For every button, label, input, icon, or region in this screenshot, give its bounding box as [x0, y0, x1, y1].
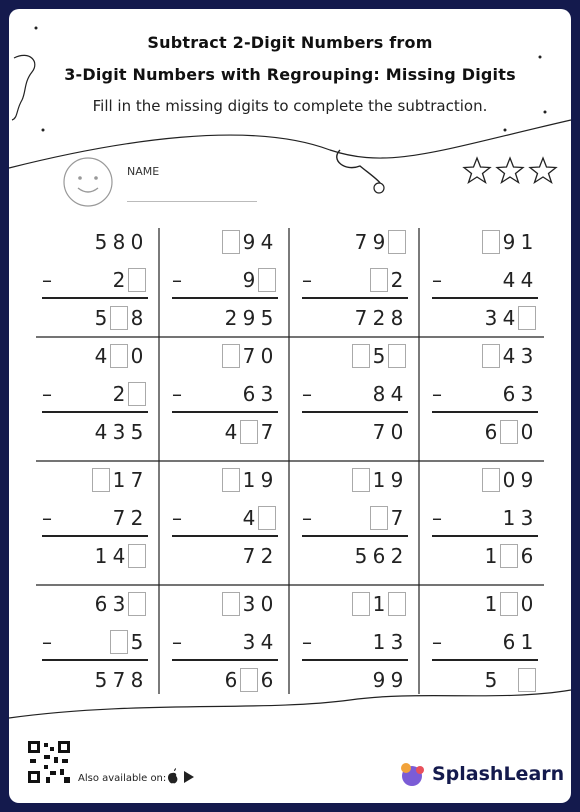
subtraction-rule [302, 411, 408, 413]
missing-digit-box[interactable] [128, 268, 146, 292]
subtraction-problem [290, 225, 419, 349]
digit: 1 [520, 630, 534, 654]
digit: 1 [520, 230, 534, 254]
missing-digit-box[interactable] [128, 544, 146, 568]
digit: 6 [502, 382, 516, 406]
digit: 9 [372, 668, 386, 692]
subtraction-problem [420, 225, 549, 349]
subtraction-rule [302, 297, 408, 299]
subtraction-problem [160, 463, 289, 587]
minuend-row [352, 343, 406, 369]
missing-digit-box[interactable] [500, 420, 518, 444]
difference-row [222, 543, 276, 569]
missing-digit-box[interactable] [258, 268, 276, 292]
worksheet-title-line2: 3-Digit Numbers with Regrouping: Missing Digits [64, 65, 516, 84]
difference-row [352, 543, 406, 569]
missing-digit-box[interactable] [128, 382, 146, 406]
digit: 8 [130, 668, 144, 692]
digit: 7 [112, 506, 126, 530]
digit: 4 [94, 344, 108, 368]
subtrahend-row [352, 505, 406, 531]
digit: 9 [520, 468, 534, 492]
subtrahend-row [92, 267, 146, 293]
missing-digit-box[interactable] [388, 230, 406, 254]
subtrahend-row [222, 381, 276, 407]
digit: 4 [502, 306, 516, 330]
missing-digit-box[interactable] [482, 344, 500, 368]
digit: 6 [372, 544, 386, 568]
missing-digit-box[interactable] [258, 506, 276, 530]
digit: 6 [260, 668, 274, 692]
difference-row [222, 305, 276, 331]
missing-digit-box[interactable] [518, 306, 536, 330]
subtrahend-row [92, 505, 146, 531]
subtrahend-row [352, 629, 406, 655]
subtrahend-row [482, 267, 536, 293]
digit: 3 [260, 382, 274, 406]
minuend-row [222, 591, 276, 617]
subtrahend-row [222, 629, 276, 655]
minus-sign: – [42, 268, 52, 292]
subtraction-problem [420, 587, 549, 711]
digit: 3 [112, 420, 126, 444]
subtraction-problem [30, 339, 159, 463]
subtraction-problem [290, 339, 419, 463]
minuend-row [222, 229, 276, 255]
missing-digit-box[interactable] [500, 544, 518, 568]
minuend-row [482, 591, 536, 617]
missing-digit-box[interactable] [500, 592, 518, 616]
digit: 9 [390, 668, 404, 692]
digit: 4 [502, 268, 516, 292]
digit: 2 [130, 506, 144, 530]
missing-digit-box[interactable] [222, 230, 240, 254]
minus-sign: – [432, 382, 442, 406]
digit: 1 [502, 506, 516, 530]
digit: 3 [112, 592, 126, 616]
difference-row [222, 667, 276, 693]
digit: 7 [130, 468, 144, 492]
subtraction-problem [160, 587, 289, 711]
minus-sign: – [302, 506, 312, 530]
minuend-row [482, 343, 536, 369]
minuend-row [482, 229, 536, 255]
digit: 5 [94, 668, 108, 692]
digit: 9 [260, 468, 274, 492]
digit: 7 [242, 344, 256, 368]
digit: 1 [372, 468, 386, 492]
difference-row [92, 305, 146, 331]
difference-row [482, 419, 536, 445]
subtraction-rule [172, 411, 278, 413]
digit: 8 [372, 382, 386, 406]
missing-digit-box[interactable] [352, 592, 370, 616]
subtraction-rule [432, 659, 538, 661]
digit: 2 [112, 268, 126, 292]
missing-digit-box[interactable] [352, 344, 370, 368]
digit: 9 [242, 306, 256, 330]
digit: 5 [484, 668, 498, 692]
digit: 4 [94, 420, 108, 444]
minuend-row [352, 591, 406, 617]
digit: 9 [372, 230, 386, 254]
digit: 1 [484, 544, 498, 568]
digit: 7 [372, 420, 386, 444]
minus-sign: – [42, 630, 52, 654]
digit: 1 [372, 592, 386, 616]
digit: 6 [94, 592, 108, 616]
minus-sign: – [172, 506, 182, 530]
missing-digit-box[interactable] [518, 668, 536, 692]
name-label: NAME [127, 165, 160, 178]
digit: 4 [502, 344, 516, 368]
subtraction-problem [30, 587, 159, 711]
digit: 7 [354, 230, 368, 254]
digit: 6 [224, 668, 238, 692]
digit: 0 [520, 592, 534, 616]
digit: 5 [94, 306, 108, 330]
missing-digit-box[interactable] [92, 468, 110, 492]
digit: 1 [242, 468, 256, 492]
difference-row [482, 543, 536, 569]
digit: 5 [130, 420, 144, 444]
digit: 3 [520, 382, 534, 406]
digit: 5 [372, 344, 386, 368]
subtraction-problem [160, 339, 289, 463]
digit: 7 [260, 420, 274, 444]
digit: 2 [260, 544, 274, 568]
digit: 4 [260, 230, 274, 254]
digit: 5 [354, 544, 368, 568]
subtraction-rule [302, 659, 408, 661]
subtraction-rule [432, 297, 538, 299]
minus-sign: – [172, 630, 182, 654]
digit: 4 [260, 630, 274, 654]
digit: 4 [224, 420, 238, 444]
digit: 8 [112, 230, 126, 254]
digit: 6 [520, 544, 534, 568]
subtraction-rule [432, 411, 538, 413]
digit: 2 [390, 268, 404, 292]
difference-row [92, 667, 146, 693]
subtraction-rule [172, 297, 278, 299]
missing-digit-box[interactable] [370, 506, 388, 530]
subtraction-rule [42, 659, 148, 661]
minuend-row [352, 467, 406, 493]
brand-name: SplashLearn [432, 763, 565, 785]
subtrahend-row [352, 267, 406, 293]
digit: 8 [390, 306, 404, 330]
minuend-row [222, 467, 276, 493]
digit: 1 [372, 630, 386, 654]
instructions: Fill in the missing digits to complete the subtraction. [92, 97, 488, 115]
digit: 9 [242, 268, 256, 292]
digit: 4 [520, 268, 534, 292]
subtraction-problem [290, 463, 419, 587]
minuend-row [92, 229, 146, 255]
minus-sign: – [432, 268, 442, 292]
subtraction-rule [42, 535, 148, 537]
subtraction-problem [290, 587, 419, 711]
digit: 2 [390, 544, 404, 568]
subtrahend-row [482, 381, 536, 407]
digit: 3 [242, 630, 256, 654]
minuend-row [482, 467, 536, 493]
missing-digit-box[interactable] [222, 592, 240, 616]
difference-row [352, 667, 406, 693]
difference-row [92, 419, 146, 445]
subtrahend-row [482, 505, 536, 531]
digit: 0 [502, 468, 516, 492]
digit: 4 [242, 506, 256, 530]
missing-digit-box[interactable] [110, 306, 128, 330]
missing-digit-box[interactable] [352, 468, 370, 492]
subtrahend-row [92, 629, 146, 655]
digit: 6 [502, 630, 516, 654]
digit: 9 [502, 230, 516, 254]
minuend-row [92, 591, 146, 617]
subtraction-rule [42, 411, 148, 413]
digit: 7 [390, 506, 404, 530]
missing-digit-box[interactable] [388, 592, 406, 616]
difference-row [92, 543, 146, 569]
missing-digit-box[interactable] [388, 344, 406, 368]
difference-row [352, 305, 406, 331]
digit: 6 [242, 382, 256, 406]
digit: 3 [390, 630, 404, 654]
subtrahend-row [222, 267, 276, 293]
digit: 7 [242, 544, 256, 568]
minus-sign: – [302, 268, 312, 292]
minus-sign: – [172, 268, 182, 292]
missing-digit-box[interactable] [482, 468, 500, 492]
minuend-row [92, 467, 146, 493]
digit: 5 [130, 630, 144, 654]
subtraction-problem [160, 225, 289, 349]
subtraction-rule [432, 535, 538, 537]
minuend-row [352, 229, 406, 255]
subtraction-problem [420, 339, 549, 463]
minus-sign: – [432, 506, 442, 530]
missing-digit-box[interactable] [370, 268, 388, 292]
subtraction-rule [172, 535, 278, 537]
digit: 3 [520, 506, 534, 530]
subtrahend-row [352, 381, 406, 407]
subtraction-rule [302, 535, 408, 537]
digit: 0 [520, 420, 534, 444]
subtrahend-row [92, 381, 146, 407]
digit: 0 [260, 344, 274, 368]
difference-row [482, 667, 536, 693]
missing-digit-box[interactable] [222, 344, 240, 368]
digit: 3 [242, 592, 256, 616]
missing-digit-box[interactable] [110, 344, 128, 368]
digit: 6 [484, 420, 498, 444]
digit: 7 [354, 306, 368, 330]
digit: 1 [94, 544, 108, 568]
missing-digit-box[interactable] [110, 630, 128, 654]
subtraction-problem [30, 225, 159, 349]
digit: 3 [484, 306, 498, 330]
difference-row [352, 419, 406, 445]
digit: 1 [484, 592, 498, 616]
digit: 3 [520, 344, 534, 368]
subtrahend-row [482, 629, 536, 655]
digit: 0 [260, 592, 274, 616]
digit: 9 [390, 468, 404, 492]
digit: 0 [130, 230, 144, 254]
digit: 1 [112, 468, 126, 492]
subtrahend-row [222, 505, 276, 531]
worksheet-title-line1: Subtract 2-Digit Numbers from [147, 33, 433, 52]
digit: 5 [94, 230, 108, 254]
difference-row [482, 305, 536, 331]
minus-sign: – [172, 382, 182, 406]
digit: 0 [130, 344, 144, 368]
digit: 4 [390, 382, 404, 406]
subtraction-problem [30, 463, 159, 587]
minus-sign: – [302, 382, 312, 406]
digit: 2 [372, 306, 386, 330]
available-on-text: Also available on: [78, 773, 167, 784]
digit: 8 [130, 306, 144, 330]
digit: 2 [224, 306, 238, 330]
minus-sign: – [302, 630, 312, 654]
digit: 5 [260, 306, 274, 330]
missing-digit-box[interactable] [222, 468, 240, 492]
missing-digit-box[interactable] [240, 668, 258, 692]
missing-digit-box[interactable] [482, 230, 500, 254]
subtraction-rule [42, 297, 148, 299]
digit: 2 [112, 382, 126, 406]
minus-sign: – [42, 506, 52, 530]
digit: 0 [390, 420, 404, 444]
digit: 4 [112, 544, 126, 568]
digit: 9 [242, 230, 256, 254]
missing-digit-box[interactable] [128, 592, 146, 616]
subtraction-rule [172, 659, 278, 661]
minuend-row [92, 343, 146, 369]
minus-sign: – [42, 382, 52, 406]
minus-sign: – [432, 630, 442, 654]
subtraction-problem [420, 463, 549, 587]
digit: 7 [112, 668, 126, 692]
missing-digit-box[interactable] [240, 420, 258, 444]
minuend-row [222, 343, 276, 369]
difference-row [222, 419, 276, 445]
